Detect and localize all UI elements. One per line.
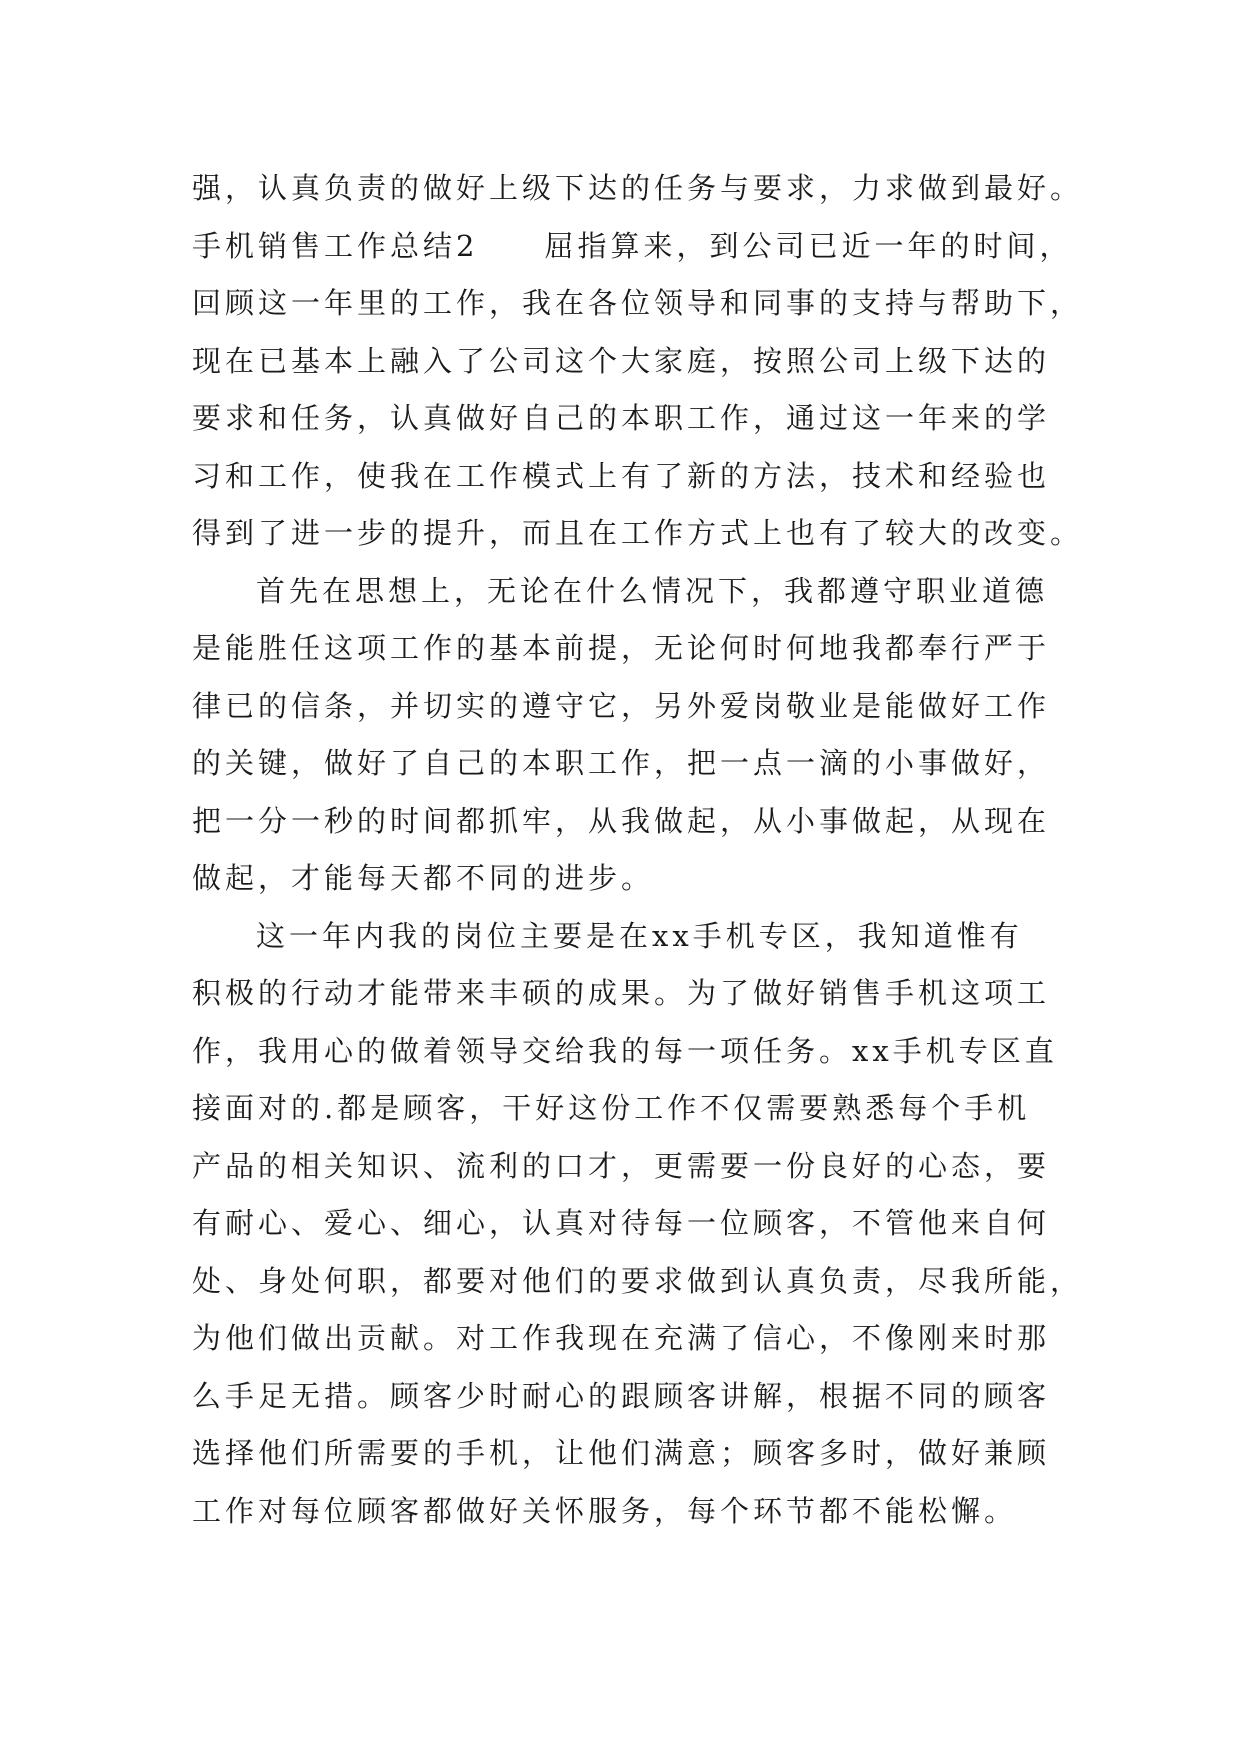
text-line: 做起，才能每天都不同的进步。 [192,861,655,895]
text-line: 工作对每位顾客都做好关怀服务，每个环节都不能松懈。 [192,1493,1018,1528]
text-line: 选择他们所需要的手机，让他们满意；顾客多时，做好兼顾 [192,1436,1051,1470]
text-line: 律已的信条，并切实的遵守它，另外爱岗敬业是能做好工作 [192,688,1051,723]
text-line: 回顾这一年里的工作，我在各位领导和同事的支持与帮助下， [192,286,1084,320]
text-line: 为他们做出贡献。对工作我现在充满了信心，不像刚来时那 [192,1321,1051,1355]
text-line: 处、身处何职，都要对他们的要求做到认真负责，尽我所能， [192,1263,1084,1298]
document-body [192,160,1082,1540]
text-line: 产品的相关知识、流利的口才，更需要一份良好的心态，要 [192,1148,1051,1183]
text-line: 现在已基本上融入了公司这个大家庭，按照公司上级下达的 [192,343,1051,378]
text-line: 作，我用心的做着领导交给我的每一项任务。xx手机专区直 [192,1033,1058,1068]
text-line: 的关键，做好了自己的本职工作，把一点一滴的小事做好， [192,746,1051,780]
text-line: 得到了进一步的提升，而且在工作方式上也有了较大的改变。 [192,516,1084,550]
paragraph-first-line: 首先在思想上，无论在什么情况下，我都遵守职业道德 [256,573,1049,608]
text-line: 手机销售工作总结2 屈指算来，到公司已近一年的时间， [192,228,1073,263]
text-line: 么手足无措。顾客少时耐心的跟顾客讲解，根据不同的顾客 [192,1378,1051,1413]
text-line: 把一分一秒的时间都抓牢，从我做起，从小事做起，从现在 [192,803,1051,838]
text-line: 接面对的.都是顾客，干好这份工作不仅需要熟悉每个手机 [192,1091,1031,1125]
text-line: 有耐心、爱心、细心，认真对待每一位顾客，不管他来自何 [192,1206,1051,1240]
text-line: 习和工作，使我在工作模式上有了新的方法，技术和经验也 [192,458,1051,493]
text-line: 积极的行动才能带来丰硕的成果。为了做好销售手机这项工 [192,976,1051,1010]
text-line: 要求和任务，认真做好自己的本职工作，通过这一年来的学 [192,401,1051,435]
paragraph-first-line: 这一年内我的岗位主要是在xx手机专区，我知道惟有 [256,918,1023,953]
text-line: 强，认真负责的做好上级下达的任务与要求，力求做到最好。 [192,171,1084,205]
text-line: 是能胜任这项工作的基本前提，无论何时何地我都奉行严于 [192,631,1051,665]
